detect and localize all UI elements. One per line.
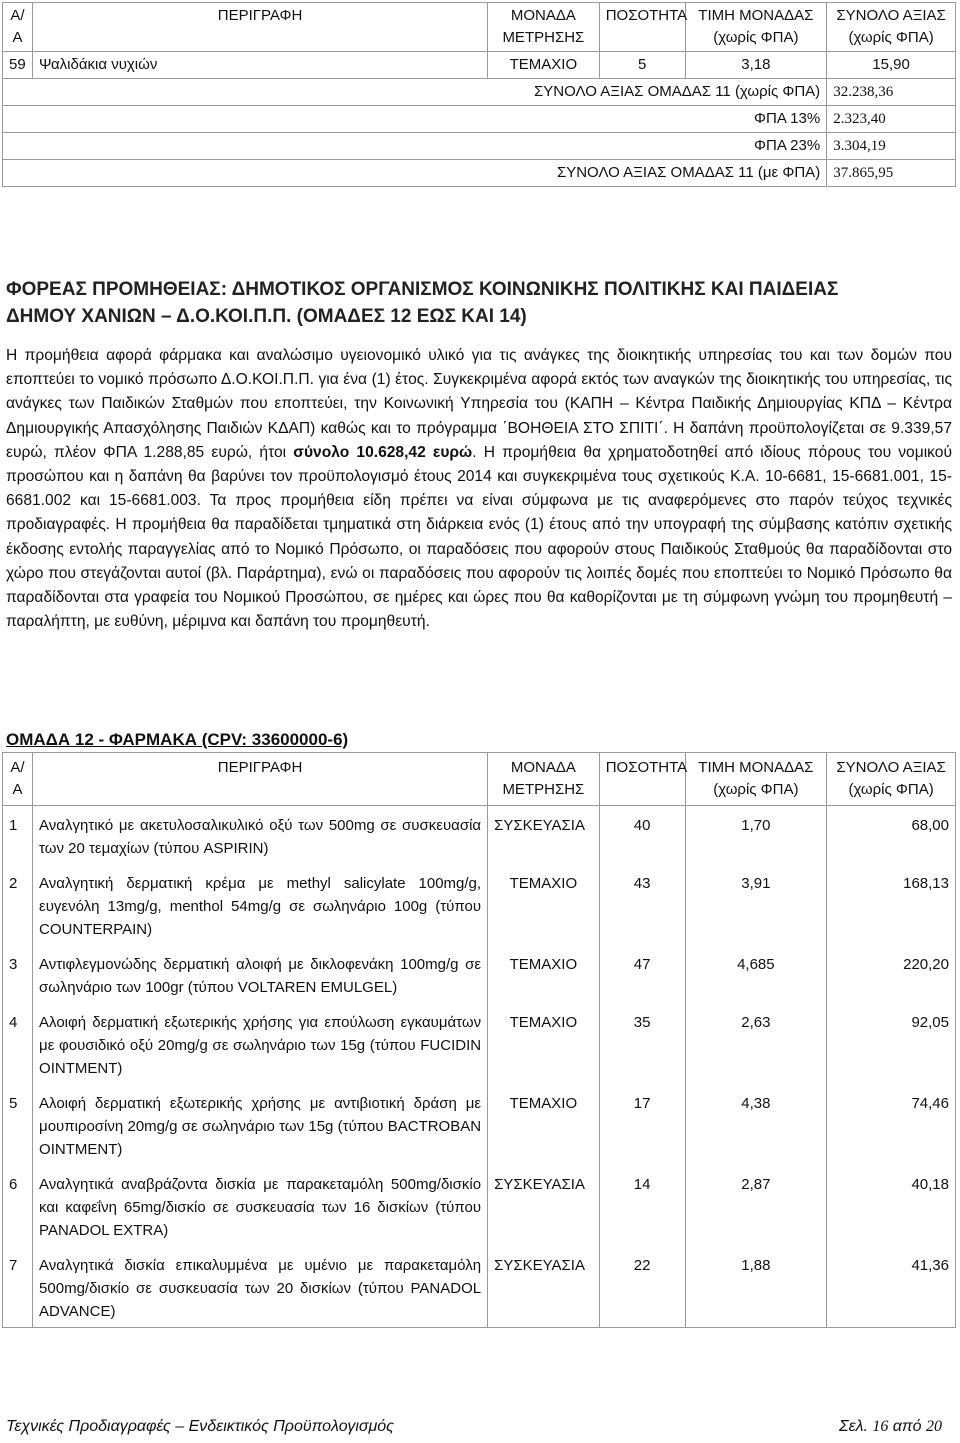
item-quantity: 17 <box>599 1084 685 1165</box>
header-aa: Α/Α <box>3 3 33 52</box>
item-description: Αντιφλεγμονώδης δερματική αλοιφή με δικλοφενάκη 100mg/g σε σωληνάριο των 100gr (τύπου VOLTAREN EMULGEL) <box>33 945 488 1003</box>
item-aa: 3 <box>3 945 33 1003</box>
footer-page-number <box>839 1418 942 1436</box>
item-unit: ΤΕΜΑΧΙΟ <box>488 1084 600 1165</box>
header-unit-price <box>685 3 827 52</box>
header-unit-l1: ΜΟΝΑΔΑ <box>510 759 576 776</box>
item-description: Αναλγητικά αναβράζοντα δισκία με παρακεταμόλη 500mg/δισκίο και καφεΐνη 65mg/δισκίο σε συσκευασία των 16 δισκίων (τύπου PANADOL EXTRA) <box>33 1165 488 1246</box>
item-quantity: 43 <box>599 864 685 945</box>
item-total: 74,46 <box>827 1084 956 1165</box>
item-quantity: 22 <box>599 1246 685 1328</box>
totals-row <box>3 133 956 160</box>
paragraph-part2: . Η προμήθεια θα χρηματοδοτηθεί από ιδίους πόρους του νομικού προσώπου και η δαπάνη θα βαρύνει τον προϋπολογισμό έτους 2014 και συγκεκριμένα τους σχετικούς Κ.Α. 10-6681, 15-6681.001, 15-6681.002 και 15-6681.003. Τα προς προμήθεια είδη πρέπει να είναι σύμφωνα με τις αναφερόμενες στο παρόν τεύχος τεχνικές προδιαγραφές. Η προμήθεια θα παραδίδεται τμηματικά στη διάρκεια ενός (1) έτους από την υπογραφή της σύμβασης κατόπιν σχετικής έκδοσης εντολής παραγγελίας από το Νομικό Πρόσωπο, οι παραδόσεις που αφορούν στους Παιδικούς Σταθμούς θα παραδίδονται στο χώρο που στεγάζονται αυτοί (βλ. Παράρτημα), ενώ οι παραδόσεις που αφορούν τις λοιπές δομές που εποπτεύει το Νομικό Πρόσωπο θα παραδίδονται στα γραφεία του Νομικού Προσώπου, σε ημέρες και ώρες που θα καθορίζονται με τη σύμφωνη γνώμη του προμηθευτή – παραλήπτη, με ευθύνη, μέριμνα και δαπάνη του προμηθευτή. <box>6 443 952 631</box>
header-unit-l1: ΜΟΝΑΔΑ <box>510 7 576 24</box>
item-unit: ΤΕΜΑΧΙΟ <box>488 945 600 1003</box>
total-value: 32.238,36 <box>827 79 956 106</box>
item-aa: 1 <box>3 806 33 865</box>
item-total: 220,20 <box>827 945 956 1003</box>
description-paragraph <box>6 344 952 634</box>
group-11-table <box>2 2 956 187</box>
row-unit: ΤΕΜΑΧΙΟ <box>488 52 600 79</box>
header-quantity: ΠΟΣΟΤΗΤΑ <box>599 3 685 52</box>
item-quantity: 47 <box>599 945 685 1003</box>
header-quantity: ΠΟΣΟΤΗΤΑ <box>599 753 685 806</box>
header-price-l2: (χωρίς ΦΠΑ) <box>713 29 799 46</box>
item-unit: ΣΥΣΚΕΥΑΣΙΑ <box>488 1246 600 1328</box>
item-aa: 7 <box>3 1246 33 1328</box>
footer-current-page: 16 <box>872 1418 889 1435</box>
item-unit-price: 1,88 <box>685 1246 827 1328</box>
item-unit: ΤΕΜΑΧΙΟ <box>488 864 600 945</box>
item-description: Αλοιφή δερματική εξωτερικής χρήσης με αντιβιοτική δράση με μουπιροσίνη 20mg/g σε σωληνάριο των 15g (τύπου BACTROBAN OINTMENT) <box>33 1084 488 1165</box>
item-unit-price: 4,685 <box>685 945 827 1003</box>
item-total: 41,36 <box>827 1246 956 1328</box>
item-unit-price: 2,87 <box>685 1165 827 1246</box>
row-quantity: 5 <box>599 52 685 79</box>
table-row <box>3 1165 956 1246</box>
header-total-l1: ΣΥΝΟΛΟ ΑΞΙΑΣ <box>836 759 946 776</box>
total-value: 2.323,40 <box>827 106 956 133</box>
paragraph-total-bold: σύνολο 10.628,42 ευρώ <box>293 443 473 461</box>
organization-heading <box>6 276 952 330</box>
item-unit-price: 1,70 <box>685 806 827 865</box>
item-total: 168,13 <box>827 864 956 945</box>
paragraph-part1: Η προμήθεια αφορά φάρμακα και αναλώσιμο υγειονομικό υλικό για τις ανάγκες της διοικητικής υπηρεσίας του και των δομών που εποπτεύει το νομικό πρόσωπο Δ.Ο.ΚΟΙ.Π.Π. για ένα (1) έτος. Συγκεκριμένα αφορά εκτός των αναγκών της διοικητικής του υπηρεσίας, τις ανάγκες των Παιδικών Σταθμών που εποπτεύει, την Κοινωνική Υπηρεσία του (ΚΑΠΗ – Κέντρα Παιδικής Δημιουργίας ΚΠΔ – Κέντρα Δημιουργικής Απασχόλησης Παιδιών ΚΔΑΠ) καθώς και το πρόγραμμα ΄ΒΟΗΘΕΙΑ ΣΤΟ ΣΠΙΤΙ΄. Η δαπάνη προϋπολογίζεται σε 9.339,57 ευρώ, πλέον ΦΠΑ 1.288,85 ευρώ, ήτοι <box>6 347 952 461</box>
header-total <box>827 753 956 806</box>
row-unit-price: 3,18 <box>685 52 827 79</box>
item-aa: 5 <box>3 1084 33 1165</box>
totals-row <box>3 106 956 133</box>
header-row <box>3 3 956 52</box>
header-description: ΠΕΡΙΓΡΑΦΗ <box>33 3 488 52</box>
header-price-l1: ΤΙΜΗ ΜΟΝΑΔΑΣ <box>698 7 814 24</box>
total-label: ΣΥΝΟΛΟ ΑΞΙΑΣ ΟΜΑΔΑΣ 11 (χωρίς ΦΠΑ) <box>3 79 827 106</box>
table-row <box>3 1003 956 1084</box>
header-price-l1: ΤΙΜΗ ΜΟΝΑΔΑΣ <box>698 759 814 776</box>
footer-page-prefix: Σελ. <box>838 1418 873 1435</box>
item-quantity: 14 <box>599 1165 685 1246</box>
header-price-l2: (χωρίς ΦΠΑ) <box>713 781 799 798</box>
total-value: 37.865,95 <box>827 160 956 187</box>
header-description: ΠΕΡΙΓΡΑΦΗ <box>33 753 488 806</box>
header-aa: Α/Α <box>3 753 33 806</box>
item-unit: ΤΕΜΑΧΙΟ <box>488 1003 600 1084</box>
header-unit <box>488 3 600 52</box>
row-total: 15,90 <box>827 52 956 79</box>
item-aa: 2 <box>3 864 33 945</box>
header-total-l1: ΣΥΝΟΛΟ ΑΞΙΑΣ <box>836 7 946 24</box>
row-description: Ψαλιδάκια νυχιών <box>33 52 488 79</box>
header-total-l2: (χωρίς ΦΠΑ) <box>848 781 934 798</box>
group-12-table <box>2 752 956 1328</box>
totals-row <box>3 79 956 106</box>
header-total <box>827 3 956 52</box>
header-unit <box>488 753 600 806</box>
table-row <box>3 1084 956 1165</box>
total-label: ΦΠΑ 13% <box>3 106 827 133</box>
item-description: Αναλγητικό με ακετυλοσαλικυλικό οξύ των 500mg σε συσκευασία των 20 τεμαχίων (τύπου ASPIRIN) <box>33 806 488 865</box>
header-unit-price <box>685 753 827 806</box>
table-row <box>3 1246 956 1328</box>
item-description: Αναλγητικά δισκία επικαλυμμένα με υμένιο με παρακεταμόλη 500mg/δισκίο σε συσκευασία των 20 δισκίων (τύπου PANADOL ADVANCE) <box>33 1246 488 1328</box>
item-unit-price: 2,63 <box>685 1003 827 1084</box>
item-description: Αναλγητική δερματική κρέμα με methyl salicylate 100mg/g, ευγενόλη 13mg/g, menthol 54mg/g σε σωληνάριο 100g (τύπου COUNTERPAIN) <box>33 864 488 945</box>
item-quantity: 35 <box>599 1003 685 1084</box>
organization-heading-line1: ΦΟΡΕΑΣ ΠΡΟΜΗΘΕΙΑΣ: ΔΗΜΟΤΙΚΟΣ ΟΡΓΑΝΙΣΜΟΣ ΚΟΙΝΩΝΙΚΗΣ ΠΟΛΙΤΙΚΗΣ ΚΑΙ ΠΑΙΔΕΙΑΣ <box>6 279 839 300</box>
totals-row <box>3 160 956 187</box>
item-aa: 6 <box>3 1165 33 1246</box>
header-total-l2: (χωρίς ΦΠΑ) <box>848 29 934 46</box>
table-row <box>3 52 956 79</box>
total-label: ΦΠΑ 23% <box>3 133 827 160</box>
total-value: 3.304,19 <box>827 133 956 160</box>
table-row <box>3 806 956 865</box>
item-description: Αλοιφή δερματική εξωτερικής χρήσης για επούλωση εγκαυμάτων με φουσιδικό οξύ 20mg/g σε σωληνάριο των 15g (τύπου FUCIDIN OINTMENT) <box>33 1003 488 1084</box>
header-row <box>3 753 956 806</box>
total-label: ΣΥΝΟΛΟ ΑΞΙΑΣ ΟΜΑΔΑΣ 11 (με ΦΠΑ) <box>3 160 827 187</box>
footer-total-pages: 20 <box>926 1418 942 1435</box>
table-row <box>3 864 956 945</box>
item-total: 68,00 <box>827 806 956 865</box>
item-quantity: 40 <box>599 806 685 865</box>
item-aa: 4 <box>3 1003 33 1084</box>
item-total: 40,18 <box>827 1165 956 1246</box>
table-row <box>3 945 956 1003</box>
item-total: 92,05 <box>827 1003 956 1084</box>
footer-title: Τεχνικές Προδιαγραφές – Ενδεικτικός Προϋπολογισμός <box>6 1418 394 1435</box>
item-unit-price: 3,91 <box>685 864 827 945</box>
group-12-title: ΟΜΑΔΑ 12 - ΦΑΡΜΑΚΑ (CPV: 33600000-6) <box>6 730 349 749</box>
organization-heading-line2: ΔΗΜΟΥ ΧΑΝΙΩΝ – Δ.Ο.ΚΟΙ.Π.Π. (ΟΜΑΔΕΣ 12 ΕΩΣ ΚΑΙ 14) <box>6 306 527 327</box>
row-aa: 59 <box>3 52 33 79</box>
header-unit-l2: ΜΕΤΡΗΣΗΣ <box>502 29 585 46</box>
item-unit: ΣΥΣΚΕΥΑΣΙΑ <box>488 1165 600 1246</box>
item-unit-price: 4,38 <box>685 1084 827 1165</box>
item-unit: ΣΥΣΚΕΥΑΣΙΑ <box>488 806 600 865</box>
header-unit-l2: ΜΕΤΡΗΣΗΣ <box>502 781 585 798</box>
footer-page-separator: από <box>888 1418 926 1435</box>
